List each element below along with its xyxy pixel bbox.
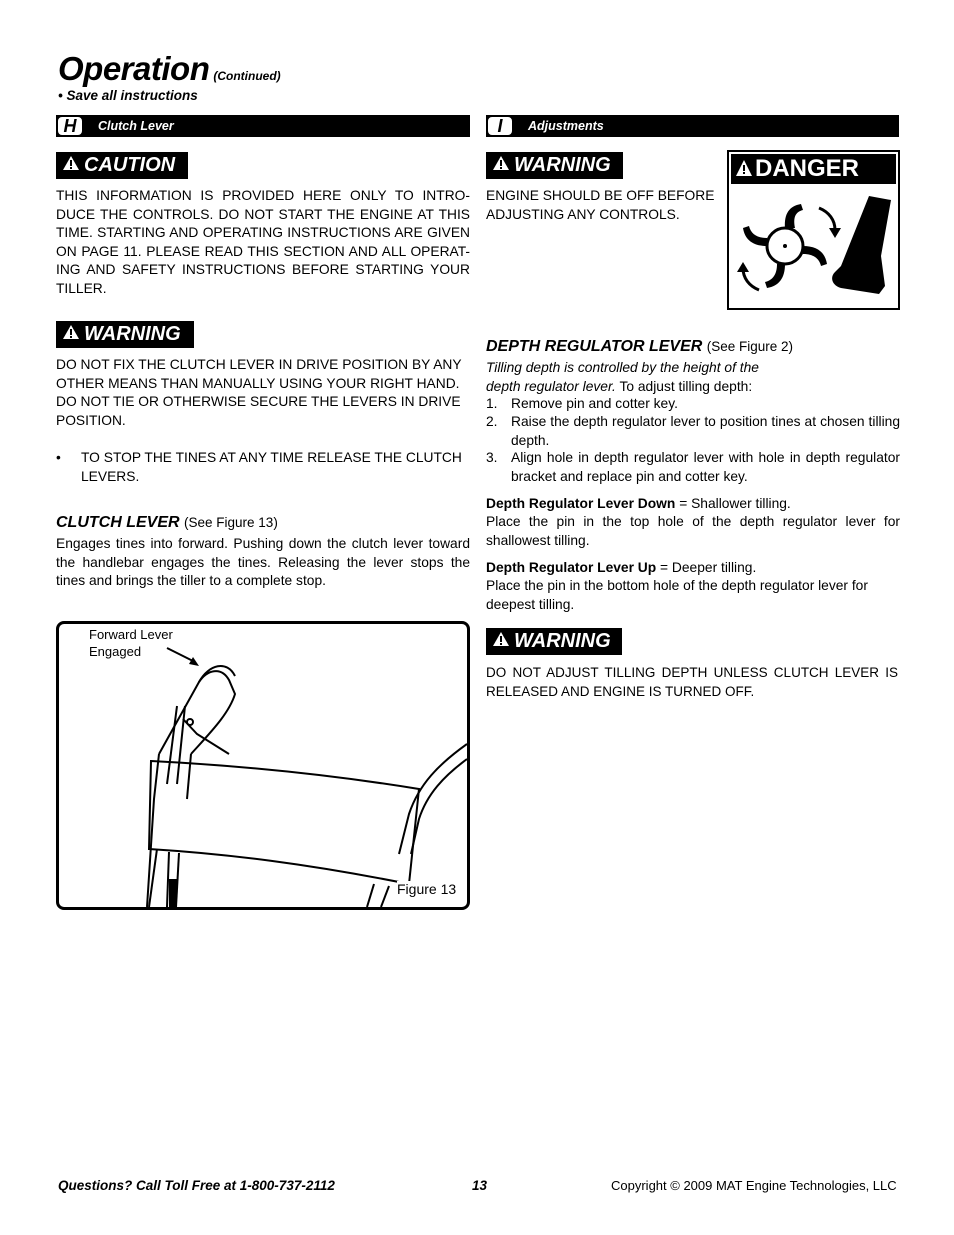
depth-warning-badge xyxy=(486,628,622,655)
lever-down-text: Place the pin in the top hole of the depth regulator lever for shallowest tilling. xyxy=(486,514,900,548)
caution-badge xyxy=(56,152,188,179)
figure-caption: Figure 13 xyxy=(397,881,457,897)
adjust-warning-badge xyxy=(486,152,623,179)
section-i-header xyxy=(486,115,899,137)
lever-down-line xyxy=(486,495,791,514)
step-3-num: 3. xyxy=(486,450,498,465)
save-instructions-note: • Save all instructions xyxy=(58,88,198,103)
depth-regulator-title: DEPTH REGULATOR LEVER xyxy=(486,338,703,355)
danger-triangle-icon xyxy=(735,156,753,186)
danger-label: DANGER xyxy=(755,155,860,182)
footer-phone: Questions? Call Toll Free at 1-800-737-2112 xyxy=(58,1178,335,1193)
depth-figure-ref: (See Figure 2) xyxy=(706,339,794,354)
bullet-mark: • xyxy=(56,450,61,465)
lever-down-value: = Shallower tilling. xyxy=(679,496,791,511)
lever-up-text: Place the pin in the bottom hole of the depth regulator lever for deepest tilling. xyxy=(486,578,868,612)
continued-label: (Continued) xyxy=(213,69,281,83)
warning-triangle-icon xyxy=(62,321,84,348)
step-1-num: 1. xyxy=(486,396,498,411)
footer-copyright: Copyright © 2009 MAT Engine Technologies, LLC xyxy=(611,1178,897,1193)
clutch-lever-text: Engages tines into forward. Pushing down the clutch lever toward the handlebar engages the tines. Releasing the lever stops the tines and brings the tiller to a complete stop. xyxy=(56,536,470,588)
figure-13 xyxy=(56,621,470,910)
lever-down-label: Depth Regulator Lever Down xyxy=(486,496,676,511)
section-i-letter: I xyxy=(486,115,514,137)
clutch-lever-heading xyxy=(56,514,278,532)
callout-line-1: Forward Lever xyxy=(89,627,173,642)
step-3-text: Align hole in depth regulator lever with hole in depth regulator bracket and replace pin and cotter key. xyxy=(511,450,900,484)
section-h-title: Clutch Lever xyxy=(98,119,174,133)
depth-warning-text: DO NOT ADJUST TILLING DEPTH UNLESS CLUTCH LEVER IS RELEASED AND ENGINE IS TURNED OFF. xyxy=(486,665,898,699)
warning-triangle-icon xyxy=(492,628,514,655)
section-i-title: Adjustments xyxy=(528,119,604,133)
section-h-header xyxy=(56,115,470,137)
tine-hazard-icon xyxy=(729,186,898,310)
danger-header xyxy=(731,154,896,184)
section-h-letter: H xyxy=(56,115,84,137)
caution-text: THIS INFORMATION IS PROVIDED HERE ONLY TO INTRO-DUCE THE CONTROLS. DO NOT START THE ENGINE AT THIS TIME. STARTING AND OPERATING INSTRUCTIONS ARE GIVEN ON PAGE 11. PLEASE READ THIS SECTION AND ALL OPERAT-ING AND SAFETY INSTRUCTIONS BEFORE STARTING YOUR TILLER. xyxy=(56,188,470,296)
warning-label: WARNING xyxy=(514,630,611,652)
warning-label: WARNING xyxy=(514,154,611,176)
page-title xyxy=(58,50,281,88)
clutch-warning-text: DO NOT FIX THE CLUTCH LEVER IN DRIVE POSITION BY ANY OTHER MEANS THAN MANUALLY USING YOUR RIGHT HAND. DO NOT TIE OR OTHERWISE SECURE THE LEVERS IN DRIVE POSITION. xyxy=(56,357,462,428)
step-1-text: Remove pin and cotter key. xyxy=(511,396,678,411)
step-2-num: 2. xyxy=(486,414,498,429)
warning-triangle-icon xyxy=(62,152,84,179)
lever-up-line xyxy=(486,559,756,578)
caution-label: CAUTION xyxy=(84,154,176,176)
depth-intro-rest: To adjust tilling depth: xyxy=(619,378,753,394)
depth-intro-italic: Tilling depth is controlled by the height of the depth regulator lever. xyxy=(486,360,759,394)
step-2-text: Raise the depth regulator lever to position tines at chosen tilling depth. xyxy=(511,414,900,448)
warning-triangle-icon xyxy=(492,152,514,179)
depth-regulator-heading xyxy=(486,338,793,356)
clutch-lever-title: CLUTCH LEVER xyxy=(56,514,180,531)
callout-line-2: Engaged xyxy=(89,644,142,659)
warning-label: WARNING xyxy=(84,323,181,345)
adjust-warning-text: ENGINE SHOULD BE OFF BEFORE ADJUSTING ANY CONTROLS. xyxy=(486,188,715,222)
title-text: Operation xyxy=(58,50,210,87)
clutch-warning-badge xyxy=(56,321,194,348)
depth-intro xyxy=(486,359,786,396)
clutch-figure-ref: (See Figure 13) xyxy=(184,515,278,530)
page-number: 13 xyxy=(472,1178,488,1193)
lever-up-label: Depth Regulator Lever Up xyxy=(486,560,657,575)
lever-up-value: = Deeper tilling. xyxy=(660,560,757,575)
figure-callout xyxy=(89,626,173,660)
stop-tines-bullet: TO STOP THE TINES AT ANY TIME RELEASE THE CLUTCH LEVERS. xyxy=(81,450,462,484)
clutch-lever-illustration xyxy=(59,624,467,907)
danger-box xyxy=(727,150,900,310)
